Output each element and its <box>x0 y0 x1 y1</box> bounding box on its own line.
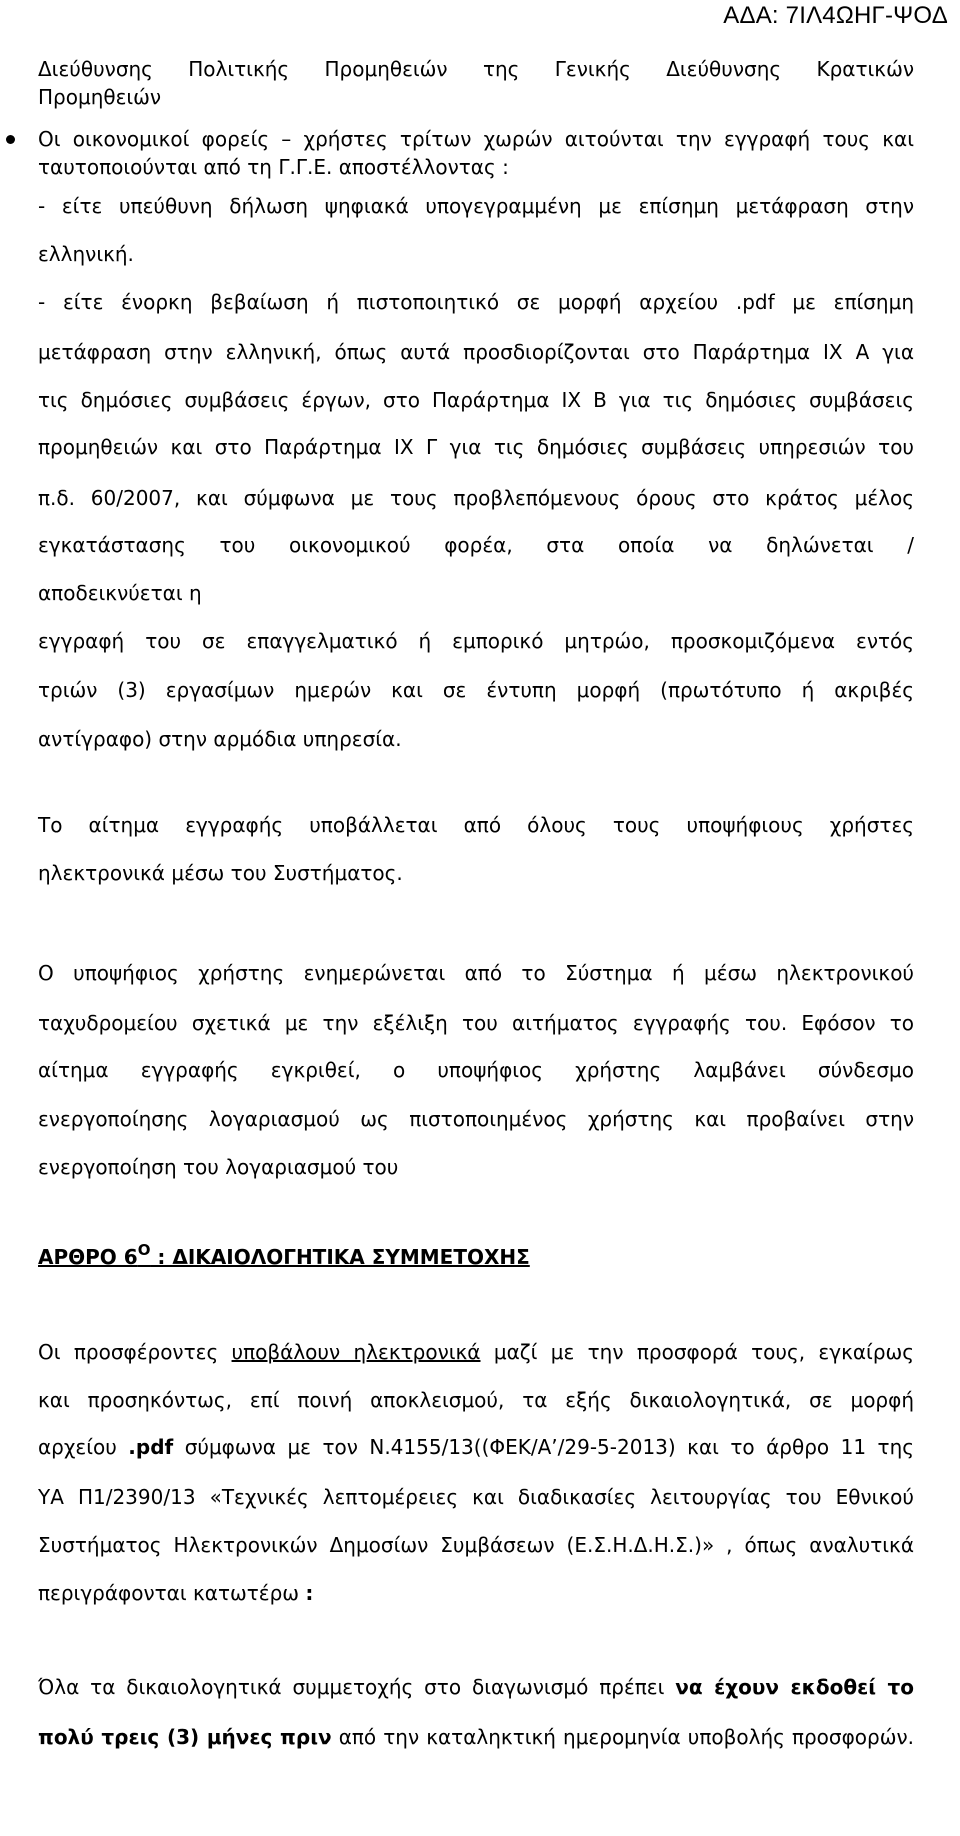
text-line: και προσηκόντως, επί ποινή αποκλεισμού, τα εξής δικαιολογητικά, σε μορφή <box>38 1388 914 1412</box>
text-line: ταχυδρομείου σχετικά με την εξέλιξη του αιτήματος εγγραφής του. Εφόσον το <box>38 1011 914 1035</box>
text-line: Το αίτημα εγγραφής υποβάλλεται από όλους τους υποψήφιους χρήστες <box>38 813 914 837</box>
text-line <box>38 1433 914 1461</box>
bold-text: : <box>305 1581 314 1605</box>
bold-text: .pdf <box>128 1435 174 1459</box>
text-line <box>38 1338 914 1366</box>
text-line: ελληνική. <box>38 242 134 266</box>
text-line: ηλεκτρονικά μέσω του Συστήματος. <box>38 861 403 885</box>
text-segment: από την καταληκτική ημερομηνία υποβολής προσφορών. <box>331 1725 914 1749</box>
text-segment: Όλα τα δικαιολογητικά συμμετοχής στο διαγωνισμό πρέπει <box>38 1675 676 1699</box>
bullet-icon <box>6 135 15 144</box>
text-line: ταυτοποιούνται από τη Γ.Γ.Ε. αποστέλλοντας : <box>38 155 509 179</box>
text-line <box>38 1673 914 1701</box>
text-line: αντίγραφο) στην αρμόδια υπηρεσία. <box>38 727 402 751</box>
text-line: τις δημόσιες συμβάσεις έργων, στο Παράρτημα ΙΧ Β για τις δημόσιες συμβάσεις <box>38 388 914 412</box>
text-segment: περιγράφονται κατωτέρω <box>38 1581 306 1605</box>
text-line <box>38 1579 313 1607</box>
text-line: τριών (3) εργασίμων ημερών και σε έντυπη μορφή (πρωτότυπο ή ακριβές <box>38 678 914 702</box>
text-segment: μαζί με την προσφορά τους, εγκαίρως <box>480 1340 914 1364</box>
bold-text: πολύ τρεις (3) μήνες πριν <box>38 1725 332 1749</box>
underlined-text: υποβάλουν ηλεκτρονικά <box>231 1340 481 1364</box>
text-line: π.δ. 60/2007, και σύμφωνα με τους προβλεπόμενους όρους στο κράτος μέλος <box>38 486 914 510</box>
text-line: ενεργοποίηση του λογαριασμού του <box>38 1155 399 1179</box>
article-superscript: Ο <box>137 1241 151 1259</box>
text-line: Ο υποψήφιος χρήστης ενημερώνεται από το Σύστημα ή μέσω ηλεκτρονικού <box>38 961 914 985</box>
text-line: εγγραφή του σε επαγγελματικό ή εμπορικό μητρώο, προσκομιζόμενα εντός <box>38 629 914 653</box>
text-line: Οι οικονομικοί φορείς – χρήστες τρίτων χωρών αιτούνται την εγγραφή τους και <box>38 127 914 151</box>
text-line: - είτε ένορκη βεβαίωση ή πιστοποιητικό σε μορφή αρχείου .pdf με επίσημη <box>38 290 914 314</box>
text-line: εγκατάστασης του οικονομικού φορέα, στα οποία να δηλώνεται / <box>38 533 914 557</box>
text-line: αποδεικνύεται η <box>38 581 202 605</box>
bold-text: να έχουν εκδοθεί το <box>675 1675 914 1699</box>
text-line: Συστήματος Ηλεκτρονικών Δημοσίων Συμβάσεων (Ε.Σ.Η.Δ.Η.Σ.)» , όπως αναλυτικά <box>38 1533 914 1557</box>
article-title: : ΔΙΚΑΙΟΛΟΓΗΤΙΚΑ ΣΥΜΜΕΤΟΧΗΣ <box>150 1245 530 1269</box>
article-heading <box>38 1243 530 1273</box>
text-line: προμηθειών και στο Παράρτημα ΙΧ Γ για τις δημόσιες συμβάσεις υπηρεσιών του <box>38 435 914 459</box>
text-line: ΥΑ Π1/2390/13 «Τεχνικές λεπτομέρειες και διαδικασίες λειτουργίας του Εθνικού <box>38 1485 914 1509</box>
text-line <box>38 1723 914 1751</box>
text-line: αίτημα εγγραφής εγκριθεί, ο υποψήφιος χρήστης λαμβάνει σύνδεσμο <box>38 1058 914 1082</box>
text-segment: αρχείου <box>38 1435 129 1459</box>
ada-code: ΑΔΑ: 7ΙΛ4ΩΗΓ-ΨΟΔ <box>723 2 948 29</box>
text-line: Προμηθειών <box>38 85 162 109</box>
text-line: μετάφραση στην ελληνική, όπως αυτά προσδιορίζονται στο Παράρτημα ΙΧ Α για <box>38 340 914 364</box>
text-segment: σύμφωνα με τον Ν.4155/13((ΦΕΚ/Α’/29-5-2013) και το άρθρο 11 της <box>173 1435 914 1459</box>
text-line: Διεύθυνσης Πολιτικής Προμηθειών της Γενικής Διεύθυνσης Κρατικών <box>38 57 914 81</box>
text-line: ενεργοποίησης λογαριασμού ως πιστοποιημένος χρήστης και προβαίνει στην <box>38 1107 914 1131</box>
article-prefix: ΑΡΘΡΟ 6 <box>38 1245 138 1269</box>
text-line: - είτε υπεύθυνη δήλωση ψηφιακά υπογεγραμμένη με επίσημη μετάφραση στην <box>38 194 914 218</box>
text-segment: Οι προσφέροντες <box>38 1340 232 1364</box>
